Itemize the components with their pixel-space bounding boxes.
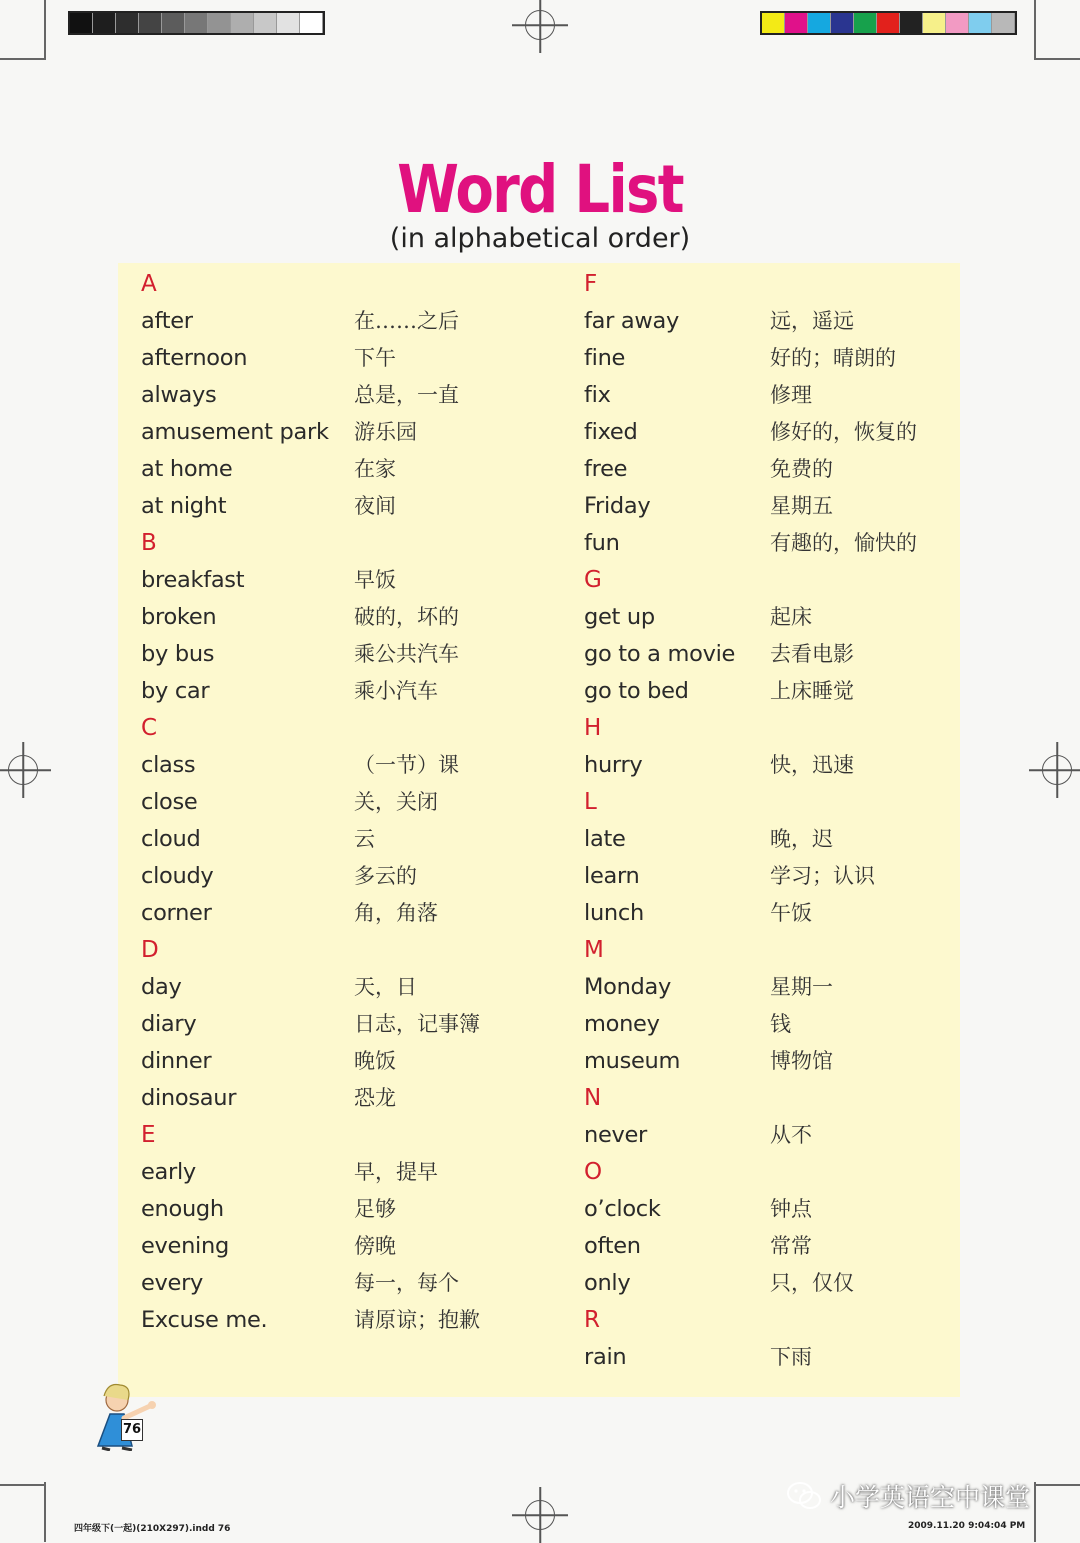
word-entry bbox=[584, 303, 854, 340]
chinese-meaning: 钟点 bbox=[770, 1197, 812, 1221]
word-entry bbox=[584, 747, 854, 784]
watermark bbox=[786, 1478, 1030, 1514]
word-entry bbox=[141, 488, 396, 525]
english-word: corner bbox=[141, 900, 212, 926]
chinese-meaning: 关，关闭 bbox=[354, 790, 438, 814]
chinese-meaning: 下雨 bbox=[770, 1345, 812, 1369]
word-entry bbox=[584, 636, 854, 673]
letter-heading bbox=[584, 1302, 735, 1339]
color-swatch bbox=[139, 13, 162, 33]
english-word: o’clock bbox=[584, 1196, 661, 1222]
word-entry bbox=[141, 784, 438, 821]
word-entry bbox=[584, 821, 833, 858]
word-entry bbox=[584, 488, 833, 525]
english-word: afternoon bbox=[141, 345, 248, 371]
english-word: fix bbox=[584, 382, 611, 408]
word-list-column-left bbox=[141, 266, 480, 1339]
chinese-meaning: 在……之后 bbox=[354, 309, 459, 333]
chinese-meaning: 博物馆 bbox=[770, 1049, 833, 1073]
english-word: hurry bbox=[584, 752, 643, 778]
chinese-meaning: 星期一 bbox=[770, 975, 833, 999]
watermark-text: 小学英语空中课堂 bbox=[830, 1483, 1031, 1512]
chinese-meaning: 天，日 bbox=[354, 975, 417, 999]
chinese-meaning: 钱 bbox=[770, 1012, 791, 1036]
chinese-meaning: 云 bbox=[354, 827, 375, 851]
crop-mark bbox=[1034, 0, 1036, 60]
letter-heading bbox=[141, 932, 329, 969]
word-entry bbox=[141, 340, 396, 377]
english-word: by car bbox=[141, 678, 210, 704]
word-entry bbox=[141, 1265, 459, 1302]
letter-heading bbox=[584, 784, 735, 821]
word-entry bbox=[141, 562, 396, 599]
chinese-meaning: 上床睡觉 bbox=[770, 679, 854, 703]
english-word: day bbox=[141, 974, 182, 1000]
chinese-meaning: 修好的，恢复的 bbox=[770, 420, 917, 444]
english-word: at night bbox=[141, 493, 227, 519]
color-calibration-bar bbox=[760, 11, 1017, 35]
color-swatch bbox=[946, 13, 969, 33]
print-timestamp: 2009.11.20 9:04:04 PM bbox=[908, 1521, 1026, 1531]
word-entry bbox=[141, 303, 459, 340]
color-swatch bbox=[277, 13, 300, 33]
chinese-meaning: 在家 bbox=[354, 457, 396, 481]
chinese-meaning: 每一，每个 bbox=[354, 1271, 459, 1295]
english-word: far away bbox=[584, 308, 680, 334]
color-swatch bbox=[854, 13, 877, 33]
letter-heading bbox=[141, 710, 329, 747]
word-entry bbox=[141, 1191, 396, 1228]
word-entry bbox=[584, 969, 833, 1006]
word-entry bbox=[141, 636, 459, 673]
chinese-meaning: 乘小汽车 bbox=[354, 679, 438, 703]
chinese-meaning: （一节）课 bbox=[354, 753, 459, 777]
word-entry bbox=[584, 1265, 854, 1302]
registration-mark-right bbox=[1042, 755, 1072, 785]
chinese-meaning: 快，迅速 bbox=[770, 753, 854, 777]
crop-mark bbox=[44, 0, 46, 60]
english-word: learn bbox=[584, 863, 640, 889]
english-word: museum bbox=[584, 1048, 681, 1074]
english-word: Friday bbox=[584, 493, 651, 519]
color-swatch bbox=[877, 13, 900, 33]
word-entry bbox=[141, 599, 459, 636]
word-entry bbox=[584, 451, 833, 488]
chinese-meaning: 有趣的，愉快的 bbox=[770, 531, 917, 555]
chinese-meaning: 多云的 bbox=[354, 864, 417, 888]
word-entry bbox=[141, 1154, 438, 1191]
english-word: get up bbox=[584, 604, 655, 630]
word-entry bbox=[141, 895, 438, 932]
letter-heading bbox=[141, 525, 329, 562]
chinese-meaning: 远，遥远 bbox=[770, 309, 854, 333]
word-entry bbox=[584, 340, 896, 377]
english-word: go to a movie bbox=[584, 641, 736, 667]
english-word: close bbox=[141, 789, 198, 815]
letter-heading-text: M bbox=[584, 937, 604, 963]
english-word: cloud bbox=[141, 826, 201, 852]
word-entry bbox=[141, 1228, 396, 1265]
color-swatch bbox=[116, 13, 139, 33]
letter-heading-text: O bbox=[584, 1159, 603, 1185]
letter-heading-text: R bbox=[584, 1307, 600, 1333]
letter-heading bbox=[584, 710, 735, 747]
word-entry bbox=[584, 599, 812, 636]
crop-mark bbox=[44, 1482, 46, 1542]
english-word: every bbox=[141, 1270, 204, 1296]
letter-heading bbox=[141, 1117, 329, 1154]
color-swatch bbox=[808, 13, 831, 33]
word-entry bbox=[141, 1043, 396, 1080]
english-word: breakfast bbox=[141, 567, 245, 593]
english-word: often bbox=[584, 1233, 641, 1259]
chinese-meaning: 早饭 bbox=[354, 568, 396, 592]
color-swatch bbox=[923, 13, 946, 33]
letter-heading bbox=[584, 1154, 735, 1191]
chinese-meaning: 早，提早 bbox=[354, 1160, 438, 1184]
chinese-meaning: 星期五 bbox=[770, 494, 833, 518]
color-swatch bbox=[208, 13, 231, 33]
color-swatch bbox=[185, 13, 208, 33]
english-word: fixed bbox=[584, 419, 638, 445]
english-word: cloudy bbox=[141, 863, 214, 889]
page-subtitle: (in alphabetical order) bbox=[389, 223, 691, 254]
word-entry bbox=[141, 377, 459, 414]
word-entry bbox=[584, 1191, 812, 1228]
chinese-meaning: 下午 bbox=[354, 346, 396, 370]
page-title: Word List bbox=[397, 151, 683, 228]
chinese-meaning: 晚，迟 bbox=[770, 827, 833, 851]
english-word: fine bbox=[584, 345, 626, 371]
chinese-meaning: 常常 bbox=[770, 1234, 812, 1258]
word-entry bbox=[141, 747, 459, 784]
english-word: after bbox=[141, 308, 193, 334]
chinese-meaning: 请原谅；抱歉 bbox=[354, 1308, 480, 1332]
chinese-meaning: 游乐园 bbox=[354, 420, 417, 444]
word-entry bbox=[141, 821, 375, 858]
word-entry bbox=[141, 1080, 396, 1117]
color-swatch bbox=[231, 13, 254, 33]
english-word: broken bbox=[141, 604, 217, 630]
chinese-meaning: 夜间 bbox=[354, 494, 396, 518]
registration-mark-left bbox=[8, 755, 38, 785]
word-entry bbox=[584, 377, 812, 414]
letter-heading-text: N bbox=[584, 1085, 602, 1111]
color-swatch bbox=[900, 13, 923, 33]
color-swatch bbox=[969, 13, 992, 33]
color-swatch bbox=[762, 13, 785, 33]
color-swatch bbox=[254, 13, 277, 33]
english-word: money bbox=[584, 1011, 660, 1037]
letter-heading-text: A bbox=[141, 271, 157, 297]
chinese-meaning: 足够 bbox=[354, 1197, 396, 1221]
word-entry bbox=[141, 414, 417, 451]
wechat-icon bbox=[786, 1481, 822, 1511]
letter-heading bbox=[584, 1080, 735, 1117]
english-word: evening bbox=[141, 1233, 229, 1259]
english-word: Monday bbox=[584, 974, 672, 1000]
letter-heading-text: L bbox=[584, 789, 597, 815]
english-word: dinner bbox=[141, 1048, 212, 1074]
chinese-meaning: 好的；晴朗的 bbox=[770, 346, 896, 370]
crop-mark bbox=[1034, 58, 1080, 60]
registration-mark-bottom bbox=[525, 1500, 555, 1530]
color-swatch bbox=[785, 13, 808, 33]
english-word: always bbox=[141, 382, 217, 408]
chinese-meaning: 角，角落 bbox=[354, 901, 438, 925]
letter-heading-text: B bbox=[141, 530, 157, 556]
word-entry bbox=[141, 1302, 480, 1339]
letter-heading bbox=[141, 266, 329, 303]
letter-heading bbox=[584, 266, 735, 303]
letter-heading-text: F bbox=[584, 271, 598, 297]
chinese-meaning: 日志，记事簿 bbox=[354, 1012, 480, 1036]
english-word: never bbox=[584, 1122, 648, 1148]
page-number: 76 bbox=[121, 1419, 143, 1441]
color-swatch bbox=[93, 13, 116, 33]
word-list-column-right bbox=[584, 266, 917, 1376]
color-swatch bbox=[162, 13, 185, 33]
english-word: rain bbox=[584, 1344, 627, 1370]
word-entry bbox=[584, 858, 875, 895]
color-swatch bbox=[300, 13, 323, 33]
english-word: early bbox=[141, 1159, 196, 1185]
english-word: go to bed bbox=[584, 678, 689, 704]
letter-heading bbox=[584, 932, 735, 969]
word-entry bbox=[584, 1043, 833, 1080]
word-entry bbox=[584, 1339, 812, 1376]
english-word: amusement park bbox=[141, 419, 329, 445]
chinese-meaning: 从不 bbox=[770, 1123, 812, 1147]
chinese-meaning: 乘公共汽车 bbox=[354, 642, 459, 666]
chinese-meaning: 午饭 bbox=[770, 901, 812, 925]
word-entry bbox=[141, 969, 417, 1006]
color-swatch bbox=[831, 13, 854, 33]
letter-heading-text: G bbox=[584, 567, 602, 593]
word-entry bbox=[141, 858, 417, 895]
crop-mark bbox=[0, 58, 46, 60]
english-word: class bbox=[141, 752, 196, 778]
word-entry bbox=[584, 673, 854, 710]
english-word: Excuse me. bbox=[141, 1307, 268, 1333]
color-swatch bbox=[992, 13, 1015, 33]
english-word: at home bbox=[141, 456, 233, 482]
chinese-meaning: 只，仅仅 bbox=[770, 1271, 854, 1295]
english-word: lunch bbox=[584, 900, 644, 926]
print-file-info: 四年级下(一起)(210X297).indd 76 bbox=[74, 1524, 231, 1534]
letter-heading-text: C bbox=[141, 715, 158, 741]
word-entry bbox=[584, 414, 917, 451]
english-word: enough bbox=[141, 1196, 224, 1222]
crop-mark bbox=[1034, 1482, 1036, 1542]
chinese-meaning: 去看电影 bbox=[770, 642, 854, 666]
english-word: only bbox=[584, 1270, 631, 1296]
chinese-meaning: 晚饭 bbox=[354, 1049, 396, 1073]
chinese-meaning: 学习；认识 bbox=[770, 864, 875, 888]
chinese-meaning: 免费的 bbox=[770, 457, 833, 481]
letter-heading bbox=[584, 562, 735, 599]
english-word: dinosaur bbox=[141, 1085, 237, 1111]
grayscale-calibration-bar bbox=[68, 11, 325, 35]
chinese-meaning: 傍晚 bbox=[354, 1234, 396, 1258]
word-entry bbox=[584, 895, 812, 932]
chinese-meaning: 总是，一直 bbox=[354, 383, 459, 407]
english-word: fun bbox=[584, 530, 620, 556]
word-entry bbox=[584, 1117, 812, 1154]
letter-heading-text: D bbox=[141, 937, 159, 963]
english-word: by bus bbox=[141, 641, 215, 667]
word-entry bbox=[141, 1006, 480, 1043]
color-swatch bbox=[70, 13, 93, 33]
chinese-meaning: 恐龙 bbox=[354, 1086, 396, 1110]
letter-heading-text: H bbox=[584, 715, 602, 741]
english-word: diary bbox=[141, 1011, 197, 1037]
word-entry bbox=[584, 525, 917, 562]
word-entry bbox=[141, 451, 396, 488]
registration-mark-top bbox=[525, 10, 555, 40]
chinese-meaning: 破的，坏的 bbox=[354, 605, 459, 629]
crop-mark bbox=[0, 1484, 46, 1486]
crop-mark bbox=[1034, 1484, 1080, 1486]
word-entry bbox=[584, 1228, 812, 1265]
chinese-meaning: 修理 bbox=[770, 383, 812, 407]
letter-heading-text: E bbox=[141, 1122, 156, 1148]
english-word: free bbox=[584, 456, 628, 482]
word-entry bbox=[584, 1006, 791, 1043]
word-entry bbox=[141, 673, 438, 710]
english-word: late bbox=[584, 826, 626, 852]
chinese-meaning: 起床 bbox=[770, 605, 812, 629]
